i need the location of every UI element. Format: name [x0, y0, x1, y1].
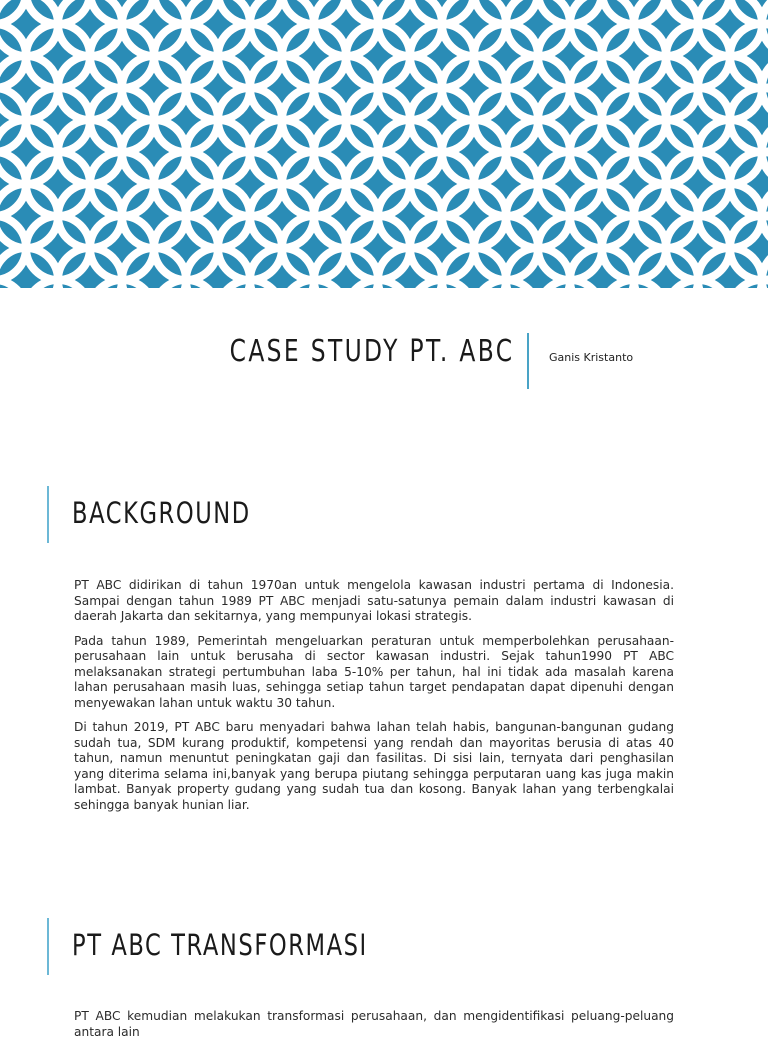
- background-body: [74, 578, 674, 822]
- transformasi-body: [74, 1009, 674, 1049]
- pattern-banner: [0, 0, 768, 288]
- transformasi-paragraph: PT ABC kemudian melakukan transformasi perusahaan, dan mengidentifikasi peluang-peluang antara lain: [74, 1009, 674, 1039]
- presentation-title: CASE STUDY PT. ABC: [229, 334, 515, 369]
- circle-lattice-pattern: [0, 0, 768, 288]
- background-paragraph-2: Pada tahun 1989, Pemerintah mengeluarkan peraturan untuk memperbolehkan perusahaan-perusahaan lain untuk berusaha di sector kawasan industri. Sejak tahun1990 PT ABC melaksanakan strategi pertumbuhan laba 5-10% per tahun, hal ini tidak ada masalah karena lahan perusahaan masih luas, sehingga setiap tahun target pendapatan dapat dipenuhi dengan menyewakan lahan untuk waktu 30 tahun.: [74, 633, 674, 710]
- background-heading: BACKGROUND: [72, 496, 251, 530]
- author-name: Ganis Kristanto: [549, 351, 634, 364]
- background-paragraph-3: Di tahun 2019, PT ABC baru menyadari bahwa lahan telah habis, bangunan-bangunan gudang sudah tua, SDM kurang produktif, kompetensi yang rendah dan mayoritas berusia di atas 40 tahun, namun menuntut peningkatan gaji dan fasilitas. Di sisi lain, ternyata dari penghasilan yang diterima selama ini,banyak yang berupa piutang sehingga perputaran uang kas juga makin lambat. Banyak property gudang yang sudah tua dan kosong. Banyak lahan yang terbengkalai sehingga banyak hunian liar.: [74, 720, 674, 812]
- title-divider: [527, 333, 529, 389]
- section-accent-bar: [47, 918, 49, 975]
- background-paragraph-1: PT ABC didirikan di tahun 1970an untuk mengelola kawasan industri pertama di Indonesia. Sampai dengan tahun 1989 PT ABC menjadi satu-satunya pemain dalam industri kawasan di daerah Jakarta dan sekitarnya, yang mempunyai lokasi strategis.: [74, 578, 674, 623]
- section-accent-bar: [47, 486, 49, 543]
- transformasi-heading: PT ABC TRANSFORMASI: [72, 928, 368, 962]
